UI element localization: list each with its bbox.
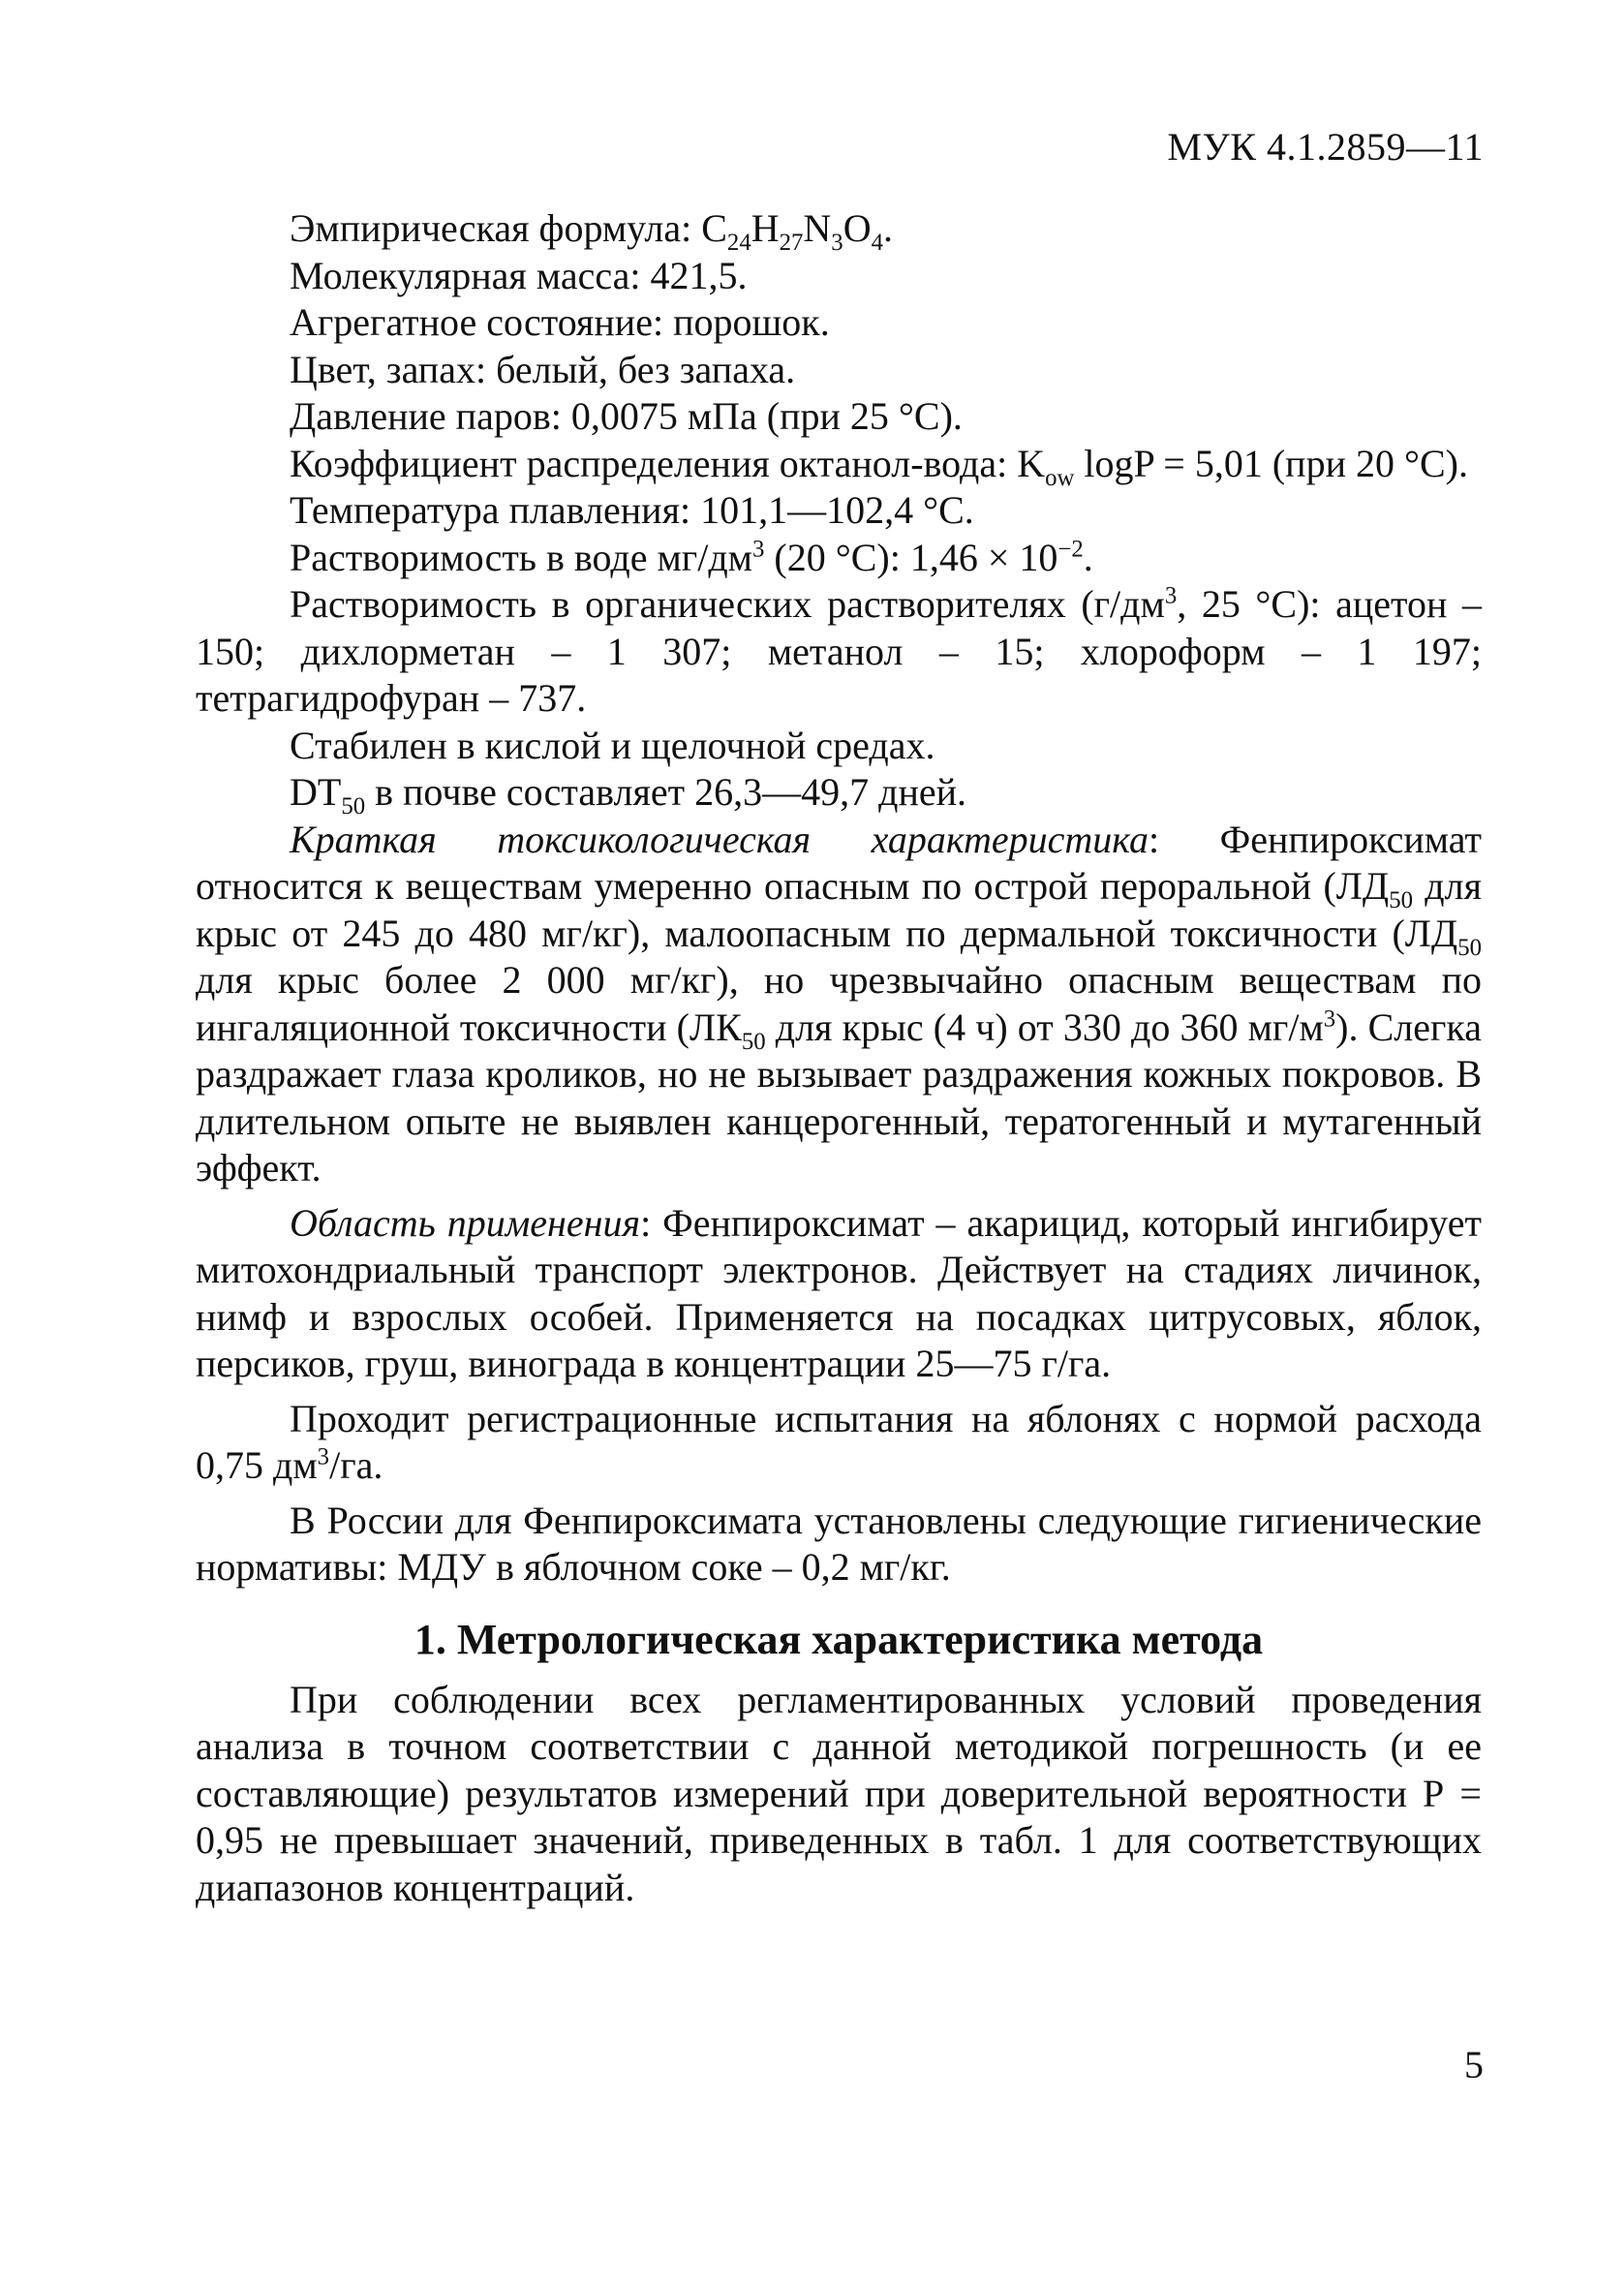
page-number: 5 bbox=[1464, 2043, 1484, 2087]
melting-point: Температура плавления: 101,1—102,4 °С. bbox=[290, 488, 974, 532]
organic-solubility: Растворимость в органических растворителях ($г/дм^3$, 25 °С): ацетон – 150; дихлорметан – 1 307; метанол – 15; хлороформ – 1 197; тетрагидрофуран – 737. bbox=[196, 582, 1482, 720]
toxicology-label: Краткая токсикологическая характеристика bbox=[290, 817, 1149, 861]
application-label: Область применения bbox=[290, 1200, 641, 1245]
molecular-mass: Молекулярная масса: 421,5. bbox=[290, 253, 748, 297]
section-heading: 1. Метрологическая характеристика метода bbox=[414, 1615, 1264, 1663]
application-paragraph: Область применения: Фенпироксимат – акарицид, который ингибирует митохондриальный транспорт электронов. Действует на стадиях личинок, нимф и взрослых особей. Применяется на посадках цитрусовых, яблок, персиков, груш, винограда в концентрации 25—75 г/га. bbox=[196, 1200, 1482, 1385]
soil-half-life: $DT_{50}$ в почве составляет 26,3—49,7 дней. bbox=[290, 770, 967, 819]
color-odor: Цвет, запах: белый, без запаха. bbox=[290, 347, 796, 391]
section-paragraph: При соблюдении всех регламентированных условий проведения анализа в точном соответствии с данной методикой погрешность (и ее составляющие) результатов измерений при доверительной вероятности Р = 0,95 не превышает значений, приведенных в табл. 1 для соответствующих диапазонов концентраций. bbox=[196, 1677, 1482, 1909]
hygiene-norms-paragraph: В России для Фенпироксимата установлены следующие гигиенические нормативы: МДУ в яблочном соке – 0,2 мг/кг. bbox=[196, 1498, 1482, 1589]
properties-list bbox=[196, 205, 1482, 817]
stability: Стабилен в кислой и щелочной средах. bbox=[290, 723, 935, 767]
document-code-header: МУК 4.1.2859—11 bbox=[1167, 125, 1484, 169]
partition-coefficient: Коэффициент распределения октанол-вода: $K_{ow}$ logP = 5,01 (при 20 °С). bbox=[290, 441, 1468, 491]
registration-paragraph: Проходит регистрационные испытания на яблонях с нормой расхода 0,75 $дм^3/га$. bbox=[196, 1396, 1482, 1487]
document-body bbox=[196, 205, 1482, 1911]
toxicology-paragraph: Краткая токсикологическая характеристика: Фенпироксимат относится к веществам умеренно опасным по острой пероральной ($ЛД_{50}$ для крыс от 245 до 480 мг/кг), малоопасным по дермальной токсичности ($ЛД_{50}$ для крыс более 2 000 мг/кг), но чрезвычайно опасным веществам по ингаляционной токсичности ($ЛК_{50}$ для крыс (4 ч) от 330 до 360 $мг/м^3$). Слегка раздражает глаза кроликов, но не вызывает раздражения кожных покровов. В длительном опыте не выявлен канцерогенный, тератогенный и мутагенный эффект. bbox=[196, 817, 1482, 1190]
aggregate-state: Агрегатное состояние: порошок. bbox=[290, 300, 830, 344]
vapor-pressure: Давление паров: 0,0075 мПа (при 25 °С). bbox=[290, 394, 963, 438]
water-solubility: Растворимость в воде $мг/дм^3$ (20 °С): $1,46 \times 10^{-2}$. bbox=[290, 535, 1093, 579]
empirical-formula: Эмпирическая формула: $C_{24}H_{27}N_3O_4$. bbox=[290, 206, 893, 256]
